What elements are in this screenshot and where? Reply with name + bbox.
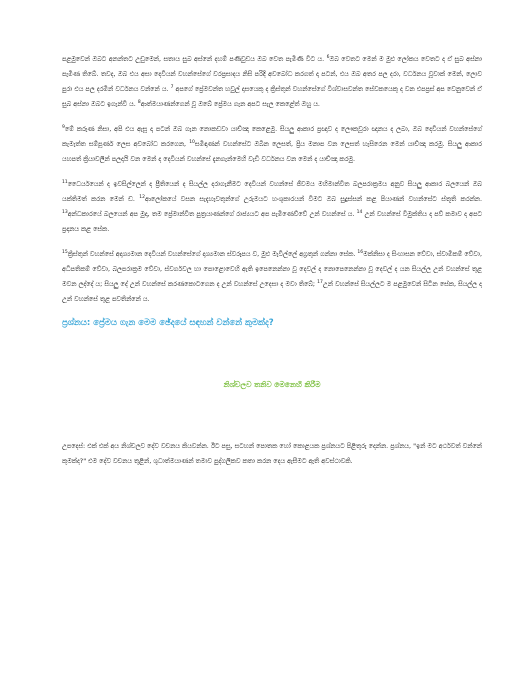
verse-number: 6 [326,54,330,60]
instruction-paragraph: උපදෙස්: එක් එක් අය නිශ්චලව දේව වචනය කියවන්න. ඊට පසු, සටහන් පොතක හෝ කොළයක ප්‍රශ්නයට පිළිතුරු දෙන්න. ප්‍රශ්නය, "ඉන් මට අර්ථවත් වන්නේ කුමක්ද?" එම දේව වචනය තුළින්, ශුධාත්මයාණන් තමාව පුද්ගලිකව කතා කරන දෙය ඇසීමට ඇති අවස්ථාවකි. [62,442,482,465]
verse-text: මේ කරුණ නිසා, අපි එය ඇසූ දා පටන් ඔබ ගැන නොකඩවා යාච්ඤා කෙළෙමු. සියලු ආකාර ප්‍රඥාව ද ලෞකවූරා ඥානය ද ලබා, ඔබ දෙවියන් වහන්සේගේ කැමැත්ත සම්පූර්ණ ලෙස අවබෝධ කරගෙන, [62,125,482,148]
verse-number: 15 [62,249,68,255]
scripture-passage [62,52,482,307]
verse-number: 14 [356,209,363,215]
verse-number: 8 [137,99,141,105]
verse-number: 13 [62,209,68,215]
verse-number: 12 [139,194,145,200]
scripture-paragraph [62,122,482,167]
verse-text: ආත්මයාණන්ගෙන් වූ ඔබේ ප්‍රේමය ගැන අපට සැල කෙළේත් ඔහු ය. [140,100,320,108]
verse-text: සමිඳාණන් වහන්සේට ඔබින ලෙසත්, ප්‍රිය මනාප වන ලෙසත් හැසිරෙන මෙන් යාච්ඤා කරමු. සියලු ආකාර යහපත් ක්‍රියාවලින් පලදායි වන මෙන් ද දෙවියන් වහන්සේ දැනගැන්මෙහි වැඩි වර්ධනය වන මෙන් ද යාච්ඤා කරමු. [62,140,482,163]
verse-number: 11 [62,179,68,185]
verse-text: අන්ධකාරයේ බලයෙන් අප මුදා, තම ප්‍රේමාන්විත පුත්‍රයාණන්ගේ රාජ්‍යයට අප පැමිණෙව්වේ උන් වහන්සේ ය. [67,210,357,218]
verse-number: 10 [189,139,195,145]
scripture-paragraph [62,177,482,237]
verse-text: ඔබ වෙතට මෙන් ම මුළු ලෝකය වෙතට ද ඒ සුබ අස්නා පැමිණ තිබේ. තවද, ඔබ එය අසා දෙවියන් වහන්සේගේ වරප්‍රසාදය නිසි පරිදි අවබෝධ කරගත් දා පටන්, එය ඔබ අතර පල දරා, වර්ධනය වූවාක් මෙන්, ලොව පුරා එය පල දරමින් වර්ධනය වන්නේ ය. [62,55,482,93]
verse-number: 9 [62,124,65,130]
verse-number: 7 [170,84,174,90]
verse-text: උන් වහන්සේ සියල්ලට ම පළමුවෙන් සිටින සේක, සියල්ල ද උන් වහන්සේ තුළ පවතින්නේ ය. [62,280,482,303]
verse-number: 17 [317,279,323,285]
verse-text: පළමුවෙන් ඔබට අනන්තට උඩුමෙන්, සතාය සුබ අස්නේ දහම් පණිවුඩය ඔබ වෙත පැමිණි විට ය. [62,55,327,63]
verse-text: ක්‍රිස්තුන් වහන්සේ අදෘශ්‍යමාන දෙවියන් වහන්සේගේ දෘශ්‍යමාන ස්වරූපය ව, මුළු මැවිල්ලේ අග්‍රතුන් ගන්නා සේක. [67,250,358,258]
verse-text: උන් වහන්සේ විමුක්තිය ද පව් කමාව ද අපට ප්‍රදානය කළ සේක. [62,210,483,233]
verse-text: මක්නිසා ද සිංහාසන වේවා, ස්වාමිකම් වේවා, අධිපතිකම් වේවා, බලපරාක්‍රම වේවා, ස්වර්ගවල හා පොළොවෙහි ඇති ඉපෙනෙන්නා වූ දෙවල් ද නොපෙනෙන්නා වූ දෙවල් ද යන සියල්ල උන් වහන්සේ තුළ මවන ලද්දේ ය; සියලු දේ උන් වහන්සේ කරණකොටගෙන ද උන් වහන්සේ උදෙසා ද මවා තිබේ; [62,250,482,288]
document-page [62,52,482,479]
verse-text: ආලෝකයේ වසන සැදැහැවතුන්ගේ උරුමයට හංශුකාරයන් වීමට ඔබ සුදුස්සන් කළ පියාණන් වහන්සේට ස්තූති කරන්න. [144,195,482,203]
question-text: ප්‍රශ්නය: ප්‍රේමය ගැන මෙම ඡේදයේ සඳහන් වන්නේ කුමක්ද? [62,318,274,328]
section-heading: නිශ්චලව තනිව මෙනෙහි කිරීම [223,380,321,389]
scripture-paragraph [62,247,482,307]
scripture-paragraph [62,52,482,112]
verse-text: ධෛර්යයෙන් ද ඉවසිල්ලෙන් ද ප්‍රීතියෙන් ද සියල්ල දරාගැනීමට දෙවියන් වහන්සේ ජීවමය මහිමාන්විත බලපරාක්‍රමය අනුව සියලු ආකාර බලයෙන් ඔබ යක්තිමත් කරන මෙන් ඩ. [62,180,482,203]
verse-number: 16 [357,249,364,255]
verse-text: අපගේ ප්‍රේමවන්ත හවුල් දාසයෙකු ද ක්‍රිස්තුන් වහන්සේගේ විශ්වාසවන්ත සේවකයෙකු ද වන එපප්‍රස් අප වෙනුවෙන් ඒ සුබ අස්නා ඔබට ඉගැන්වී ය. [62,85,482,108]
